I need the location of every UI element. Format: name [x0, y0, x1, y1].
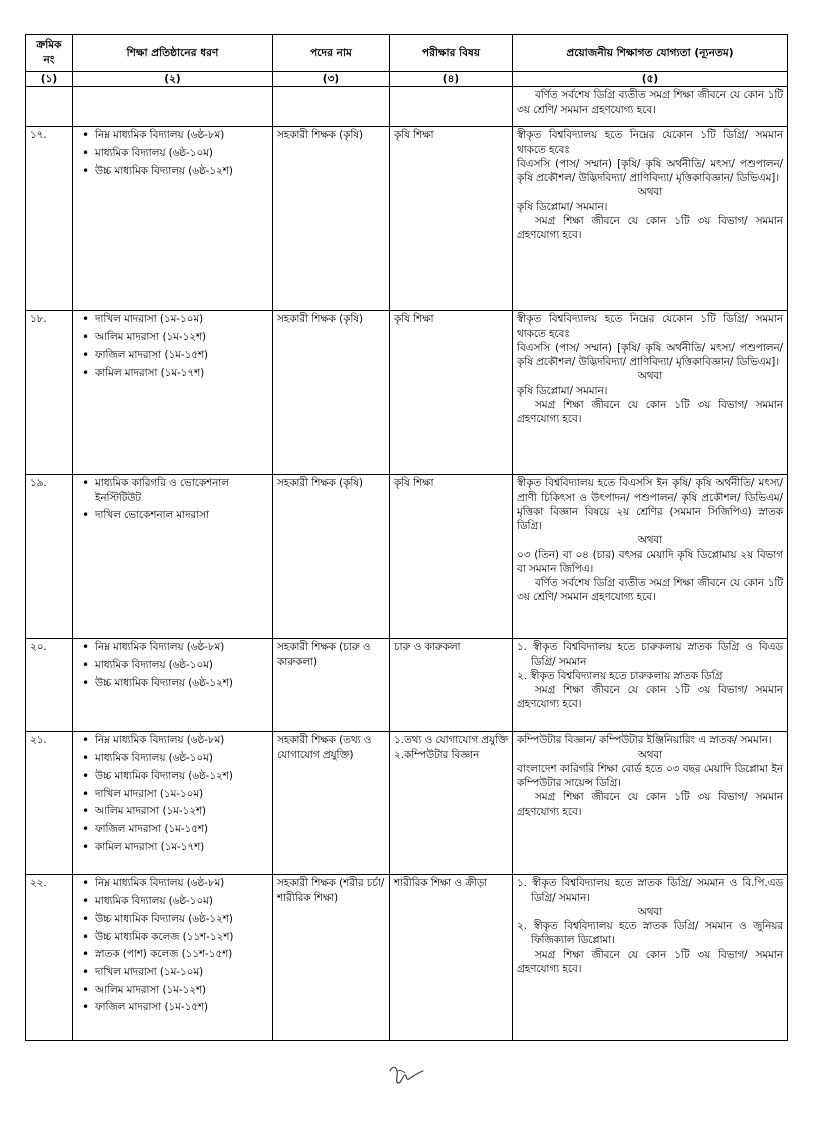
or-separator: অথবা [637, 748, 663, 761]
table-row [26, 732, 788, 875]
qualification-cell [513, 311, 788, 475]
list-item: • মাধ্যমিক বিদ্যালয় (৬ষ্ঠ-১০ম) [95, 751, 268, 765]
post-cell: সহকারী শিক্ষক (কৃষি) [273, 127, 390, 311]
qualification-line: সমগ্র শিক্ষা জীবনে যে কোন ১টি ৩য় বিভাগ/ সমমান গ্রহণযোগ্য হবে। [517, 791, 783, 818]
qualification-line: সমগ্র শিক্ষা জীবনে যে কোন ১টি ৩য় বিভাগ/ সমমান গ্রহণযোগ্য হবে। [517, 398, 783, 425]
list-item: • নিম্ন মাধ্যমিক বিদ্যালয় (৬ষ্ঠ-৮ম) [95, 876, 268, 890]
list-item: • স্নাতক (পাশ) কলেজ (১১শ-১৫শ) [95, 947, 268, 961]
serial-cell: ১৯. [26, 475, 73, 639]
list-item: • ফাজিল মাদরাসা (১ম-১৫শ) [95, 822, 268, 836]
qualification-line: সমগ্র শিক্ষা জীবনে যে কোন ১টি ৩য় বিভাগ/ সমমান গ্রহণযোগ্য হবে। [517, 948, 783, 975]
serial-cell: ২০. [26, 639, 73, 732]
subject-cell: কৃষি শিক্ষা [390, 311, 513, 475]
institution-cell [73, 87, 273, 127]
list-item: • নিম্ন মাধ্যমিক বিদ্যালয় (৬ষ্ঠ-৮ম) [95, 640, 268, 654]
subject-cell: চারু ও কারুকলা [390, 639, 513, 732]
institution-list [77, 312, 268, 379]
column-number: (২) [73, 72, 273, 87]
list-item: • উচ্চ মাধ্যমিক বিদ্যালয় (৬ষ্ঠ-১২শ) [95, 676, 268, 690]
institution-list [77, 733, 268, 853]
qualification-cell [513, 87, 788, 127]
eligibility-document [25, 34, 787, 1041]
qualification-cell [513, 127, 788, 311]
post-cell: সহকারী শিক্ষক (তথ্য ও যোগাযোগ প্রযুক্তি) [273, 732, 390, 875]
column-number: (১) [26, 72, 73, 87]
list-item: • উচ্চ মাধ্যমিক বিদ্যালয় (৬ষ্ঠ-১২শ) [95, 769, 268, 783]
subject-cell [390, 87, 513, 127]
serial-cell: ১৮. [26, 311, 73, 475]
subject-line: ২.কম্পিউটার বিজ্ঞান [394, 748, 480, 761]
list-item: • দাখিল মাদরাসা (১ম-১০ম) [95, 787, 268, 801]
institution-list [77, 640, 268, 690]
qualification-table [25, 34, 788, 1041]
or-separator: অথবা [637, 186, 663, 199]
list-item: • মাধ্যমিক বিদ্যালয় (৬ষ্ঠ-১০ম) [95, 894, 268, 908]
list-item: • ফাজিল মাদরাসা (১ম-১৫শ) [95, 348, 268, 362]
list-item: • উচ্চ মাধ্যমিক বিদ্যালয় (৬ষ্ঠ-১২শ) [95, 912, 268, 926]
table-row [26, 127, 788, 311]
qualification-line: ২. স্বীকৃত বিশ্ববিদ্যালয় হতে চারুকলায় স্নাতক ডিগ্রি [517, 669, 723, 682]
institution-cell [73, 127, 273, 311]
serial-cell: ২২. [26, 875, 73, 1041]
table-row [26, 875, 788, 1041]
list-item: • মাধ্যমিক বিদ্যালয় (৬ষ্ঠ-১০ম) [95, 146, 268, 160]
serial-cell [26, 87, 73, 127]
or-separator: অথবা [637, 534, 663, 547]
header-serial: ক্রমিক নং [26, 35, 73, 72]
qualification-line: সমগ্র শিক্ষা জীবনে যে কোন ১টি ৩য় বিভাগ/ সমমান গ্রহণযোগ্য হবে। [517, 684, 783, 711]
qualification-cell [513, 639, 788, 732]
qualification-line: ১. স্বীকৃত বিশ্ববিদ্যালয় হতে চারুকলায় স্নাতক ডিগ্রি ও বিএড ডিগ্রি/ সমমান [517, 641, 783, 668]
list-item: • ফাজিল মাদরাসা (১ম-১৫শ) [95, 1000, 268, 1014]
list-item: • দাখিল মাদরাসা (১ম-১০ম) [95, 965, 268, 979]
institution-cell [73, 311, 273, 475]
qualification-line: ২. স্বীকৃত বিশ্ববিদ্যালয় হতে স্নাতক ডিগ্রি/ সমমান ও জুনিয়র ফিজিক্যাল ডিপ্লোমা। [517, 920, 783, 947]
institution-cell [73, 732, 273, 875]
list-item: • কামিল মাদরাসা (১ম-১৭শ) [95, 366, 268, 380]
institution-list [77, 128, 268, 178]
qualification-cell [513, 875, 788, 1041]
post-cell: সহকারী শিক্ষক (শরীর চর্চা/ শারীরিক শিক্ষা) [273, 875, 390, 1041]
qualification-line: কৃষি ডিপ্লোমা/ সমমান। [517, 384, 608, 397]
qualification-cell [513, 732, 788, 875]
header-institution-type: শিক্ষা প্রতিষ্ঠানের ধরণ [73, 35, 273, 72]
header-row [26, 35, 788, 72]
column-number-row [26, 72, 788, 87]
qualification-cell [513, 475, 788, 639]
list-item: • নিম্ন মাধ্যমিক বিদ্যালয় (৬ষ্ঠ-৮ম) [95, 733, 268, 747]
list-item: • উচ্চ মাধ্যমিক কলেজ (১১শ-১২শ) [95, 930, 268, 944]
subject-line: ১.তথ্য ও যোগাযোগ প্রযুক্তি [394, 734, 508, 747]
qualification-line: স্বীকৃত বিশ্ববিদ্যালয় হতে নিম্নের যেকোন ১টি ডিগ্রি/ সমমান থাকতে হবেঃ [517, 313, 783, 340]
list-item: • আলিম মাদরাসা (১ম-১২শ) [95, 330, 268, 344]
post-cell [273, 87, 390, 127]
header-qualification: প্রয়োজনীয় শিক্ষাগত যোগ্যতা (ন্যূনতম) [513, 35, 788, 72]
column-number: (৪) [390, 72, 513, 87]
list-item: • আলিম মাদরাসা (১ম-১২শ) [95, 983, 268, 997]
table-row [26, 311, 788, 475]
table-row [26, 475, 788, 639]
list-item: • দাখিল মাদরাসা (১ম-১০ম) [95, 312, 268, 326]
qualification-line: স্বীকৃত বিশ্ববিদ্যালয় হতে বিএসসি ইন কৃষি/ কৃষি অর্থনীতি/ মৎস্য/ প্রাণী চিকিৎসা ও উৎপাদন/ পশুপালন/ কৃষি প্রকৌশল/ ডিভিএম/ মৃত্তিকা বিজ্ঞান বিষয়ে ২য় শ্রেণির (সমমান সিজিপিএ) স্নাতক ডিগ্রি। [517, 477, 783, 533]
list-item: • নিম্ন মাধ্যমিক বিদ্যালয় (৬ষ্ঠ-৮ম) [95, 128, 268, 142]
qualification-line: ০৩ (তিন) বা ০৪ (চার) বৎসর মেয়াদি কৃষি ডিপ্লোমায় ২য় বিভাগ বা সমমান জিপিএ। [517, 548, 783, 575]
column-number: (৩) [273, 72, 390, 87]
serial-cell: ১৭. [26, 127, 73, 311]
signature-mark [386, 1062, 426, 1088]
list-item: • মাধ্যমিক কারিগরি ও ভোকেশনাল ইনস্টিটিউট [95, 476, 268, 504]
serial-cell: ২১. [26, 732, 73, 875]
list-item: • উচ্চ মাধ্যমিক বিদ্যালয় (৬ষ্ঠ-১২শ) [95, 164, 268, 178]
post-cell: সহকারী শিক্ষক (চারু ও কারুকলা) [273, 639, 390, 732]
list-item: • কামিল মাদরাসা (১ম-১৭শ) [95, 840, 268, 854]
or-separator: অথবা [637, 905, 663, 918]
list-item: • আলিম মাদরাসা (১ম-১২শ) [95, 804, 268, 818]
qualification-line: সমগ্র শিক্ষা জীবনে যে কোন ১টি ৩য় বিভাগ/ সমমান গ্রহণযোগ্য হবে। [517, 214, 783, 241]
post-cell: সহকারী শিক্ষক (কৃষি) [273, 311, 390, 475]
qualification-line: বর্ণিত সর্বশেষ ডিগ্রি ব্যতীত সমগ্র শিক্ষা জীবনে যে কোন ১টি ৩য় শ্রেণি/ সমমান গ্রহণযোগ্য হবে। [517, 89, 783, 116]
subject-cell: কৃষি শিক্ষা [390, 475, 513, 639]
continuation-row [26, 87, 788, 127]
or-separator: অথবা [637, 370, 663, 383]
qualification-line: ১. স্বীকৃত বিশ্ববিদ্যালয় হতে স্নাতক ডিগ্রি/ সমমান ও বি.পি.এড ডিগ্রি/ সমমান। [517, 877, 783, 904]
header-exam-subject: পরীক্ষার বিষয় [390, 35, 513, 72]
qualification-line: বাংলাদেশ কারিগরি শিক্ষা বোর্ড হতে ০৩ বছর মেয়াদি ডিপ্লোমা ইন কম্পিউটার সায়েন্স ডিগ্রি। [517, 762, 783, 790]
post-cell: সহকারী শিক্ষক (কৃষি) [273, 475, 390, 639]
qualification-line: বিএসসি (পাস/ সম্মান) [কৃষি/ কৃষি অর্থনীতি/ মৎস্য/ পশুপালন/ কৃষি প্রকৌশল/ উদ্ভিদবিদ্যা/ প্রাণিবিদ্যা/ মৃত্তিকাবিজ্ঞান/ ডিভিএম]। [517, 157, 783, 185]
subject-cell: কৃষি শিক্ষা [390, 127, 513, 311]
table-row [26, 639, 788, 732]
institution-cell [73, 475, 273, 639]
qualification-line: কৃষি ডিপ্লোমা/ সমমান। [517, 200, 608, 213]
header-post-name: পদের নাম [273, 35, 390, 72]
column-number: (৫) [513, 72, 788, 87]
qualification-line: বিএসসি (পাস/ সম্মান) [কৃষি/ কৃষি অর্থনীতি/ মৎস্য/ পশুপালন/ কৃষি প্রকৌশল/ উদ্ভিদবিদ্যা/ প্রাণিবিদ্যা/ মৃত্তিকাবিজ্ঞান/ ডিভিএম]। [517, 341, 783, 369]
qualification-line: স্বীকৃত বিশ্ববিদ্যালয় হতে নিম্নের যেকোন ১টি ডিগ্রি/ সমমান থাকতে হবেঃ [517, 129, 783, 156]
list-item: • মাধ্যমিক বিদ্যালয় (৬ষ্ঠ-১০ম) [95, 658, 268, 672]
institution-cell [73, 875, 273, 1041]
subject-cell: শারীরিক শিক্ষা ও ক্রীড়া [390, 875, 513, 1041]
institution-cell [73, 639, 273, 732]
qualification-line: কম্পিউটার বিজ্ঞান/ কম্পিউটার ইঞ্জিনিয়ারিং এ স্নাতক/ সমমান। [517, 734, 772, 747]
subject-cell [390, 732, 513, 875]
qualification-line: বর্ণিত সর্বশেষ ডিগ্রি ব্যতীত সমগ্র শিক্ষা জীবনে যে কোন ১টি ৩য় শ্রেণি/ সমমান গ্রহণযোগ্য হবে। [517, 576, 783, 604]
institution-list [77, 876, 268, 1014]
list-item: • দাখিল ভোকেশনাল মাদরাসা [95, 508, 268, 522]
institution-list [77, 476, 268, 522]
